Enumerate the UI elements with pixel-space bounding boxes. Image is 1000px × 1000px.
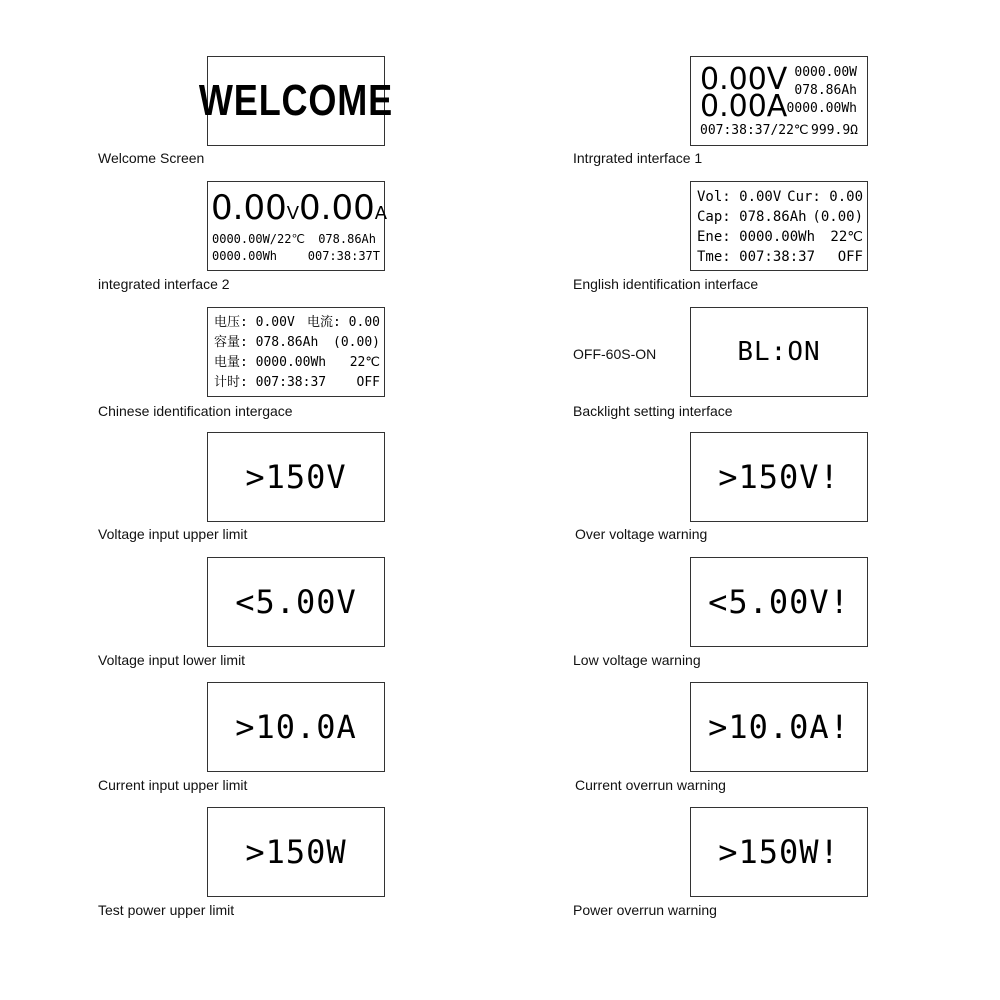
- english-interface-screen: [690, 181, 868, 271]
- welcome-text: WELCOME: [198, 76, 394, 125]
- row-right: OFF: [356, 375, 380, 390]
- current-upper-caption: Current input upper limit: [98, 777, 248, 793]
- voltage-value: 0.00: [211, 188, 287, 228]
- english-row: [697, 250, 863, 264]
- integrated-interface-2-caption: integrated interface 2: [98, 276, 230, 292]
- row-right: 电流: 0.00: [307, 315, 380, 330]
- current-upper-limit-screen: [207, 682, 385, 772]
- backlight-screen: [690, 307, 868, 397]
- english-interface-caption: English identification interface: [573, 276, 759, 292]
- power-overrun-text: >150W!: [718, 833, 840, 871]
- row-left: 电量: 0000.00Wh: [214, 355, 327, 370]
- current-readout: 0.00A: [700, 89, 788, 124]
- power-temp-readout: 0000.00W/22℃: [212, 232, 305, 246]
- over-voltage-warning-screen: [690, 432, 868, 522]
- row-left: Vol: 0.00V: [697, 189, 782, 205]
- english-row: [697, 210, 863, 224]
- row-right: 22℃: [349, 355, 380, 370]
- backlight-text: BL:ON: [737, 337, 821, 367]
- row-left: 容量: 078.86Ah: [214, 335, 319, 350]
- current-upper-text: >10.0A: [235, 708, 357, 746]
- voltage-readout: 0.00V: [700, 62, 788, 97]
- current-value: 0.00: [299, 188, 375, 228]
- low-voltage-warning-screen: [690, 557, 868, 647]
- over-voltage-caption: Over voltage warning: [575, 526, 708, 542]
- row-right: (0.00): [812, 209, 863, 225]
- row-left: Tme: 007:38:37: [697, 249, 816, 265]
- current-overrun-warning-screen: [690, 682, 868, 772]
- chinese-interface-screen: [207, 307, 385, 397]
- chinese-interface-caption: Chinese identification intergace: [98, 403, 293, 419]
- capacity-readout: 078.86Ah: [794, 83, 857, 98]
- voltage-lower-caption: Voltage input lower limit: [98, 652, 246, 668]
- voltage-lower-limit-screen: [207, 557, 385, 647]
- chinese-row: [214, 376, 380, 389]
- voltage-upper-limit-screen: [207, 432, 385, 522]
- power-overrun-caption: Power overrun warning: [573, 902, 717, 918]
- integrated-interface-1-caption: Intrgrated interface 1: [573, 150, 703, 166]
- low-voltage-caption: Low voltage warning: [573, 652, 701, 668]
- chinese-row: [214, 356, 380, 369]
- welcome-caption: Welcome Screen: [98, 150, 205, 166]
- row-right: (0.00): [333, 335, 380, 350]
- energy-readout: 0000.00Wh: [786, 101, 857, 116]
- voltage-upper-caption: Voltage input upper limit: [98, 526, 248, 542]
- power-upper-text: >150W: [245, 833, 347, 871]
- english-row: [697, 230, 863, 244]
- over-voltage-text: >150V!: [718, 458, 840, 496]
- resistance-readout: 999.9Ω: [811, 123, 858, 138]
- integrated-interface-1-screen: [690, 56, 868, 146]
- low-voltage-text: <5.00V!: [708, 583, 850, 621]
- voltage-line: [211, 188, 388, 228]
- english-row: [697, 190, 863, 204]
- chinese-row: [214, 316, 380, 329]
- power-readout: 0000.00W: [794, 65, 857, 80]
- voltage-upper-text: >150V: [245, 458, 347, 496]
- energy-readout: 0000.00Wh: [212, 249, 278, 263]
- integrated-interface-2-screen: [207, 181, 388, 271]
- row-left: Ene: 0000.00Wh: [697, 229, 816, 245]
- capacity-readout: 078.86Ah: [318, 232, 376, 246]
- backlight-side-label: OFF-60S-ON: [573, 346, 657, 362]
- current-unit: A: [374, 203, 388, 224]
- chinese-row: [214, 336, 380, 349]
- power-upper-caption: Test power upper limit: [98, 902, 235, 918]
- row-right: 22℃: [830, 229, 863, 245]
- row-right: OFF: [837, 249, 863, 265]
- welcome-screen: [198, 56, 394, 146]
- time-temp-readout: 007:38:37/22℃: [700, 123, 809, 138]
- row-left: 计时: 007:38:37: [214, 375, 327, 390]
- row-left: Cap: 078.86Ah: [697, 209, 807, 225]
- current-overrun-text: >10.0A!: [708, 708, 850, 746]
- voltage-lower-text: <5.00V: [235, 583, 357, 621]
- row-left: 电压: 0.00V: [214, 315, 295, 330]
- row-right: Cur: 0.00: [787, 189, 863, 205]
- backlight-caption: Backlight setting interface: [573, 403, 733, 419]
- time-readout: 007:38:37T: [307, 249, 380, 263]
- power-upper-limit-screen: [207, 807, 385, 897]
- power-overrun-warning-screen: [690, 807, 868, 897]
- voltage-unit: V: [286, 203, 300, 224]
- current-overrun-caption: Current overrun warning: [575, 777, 726, 793]
